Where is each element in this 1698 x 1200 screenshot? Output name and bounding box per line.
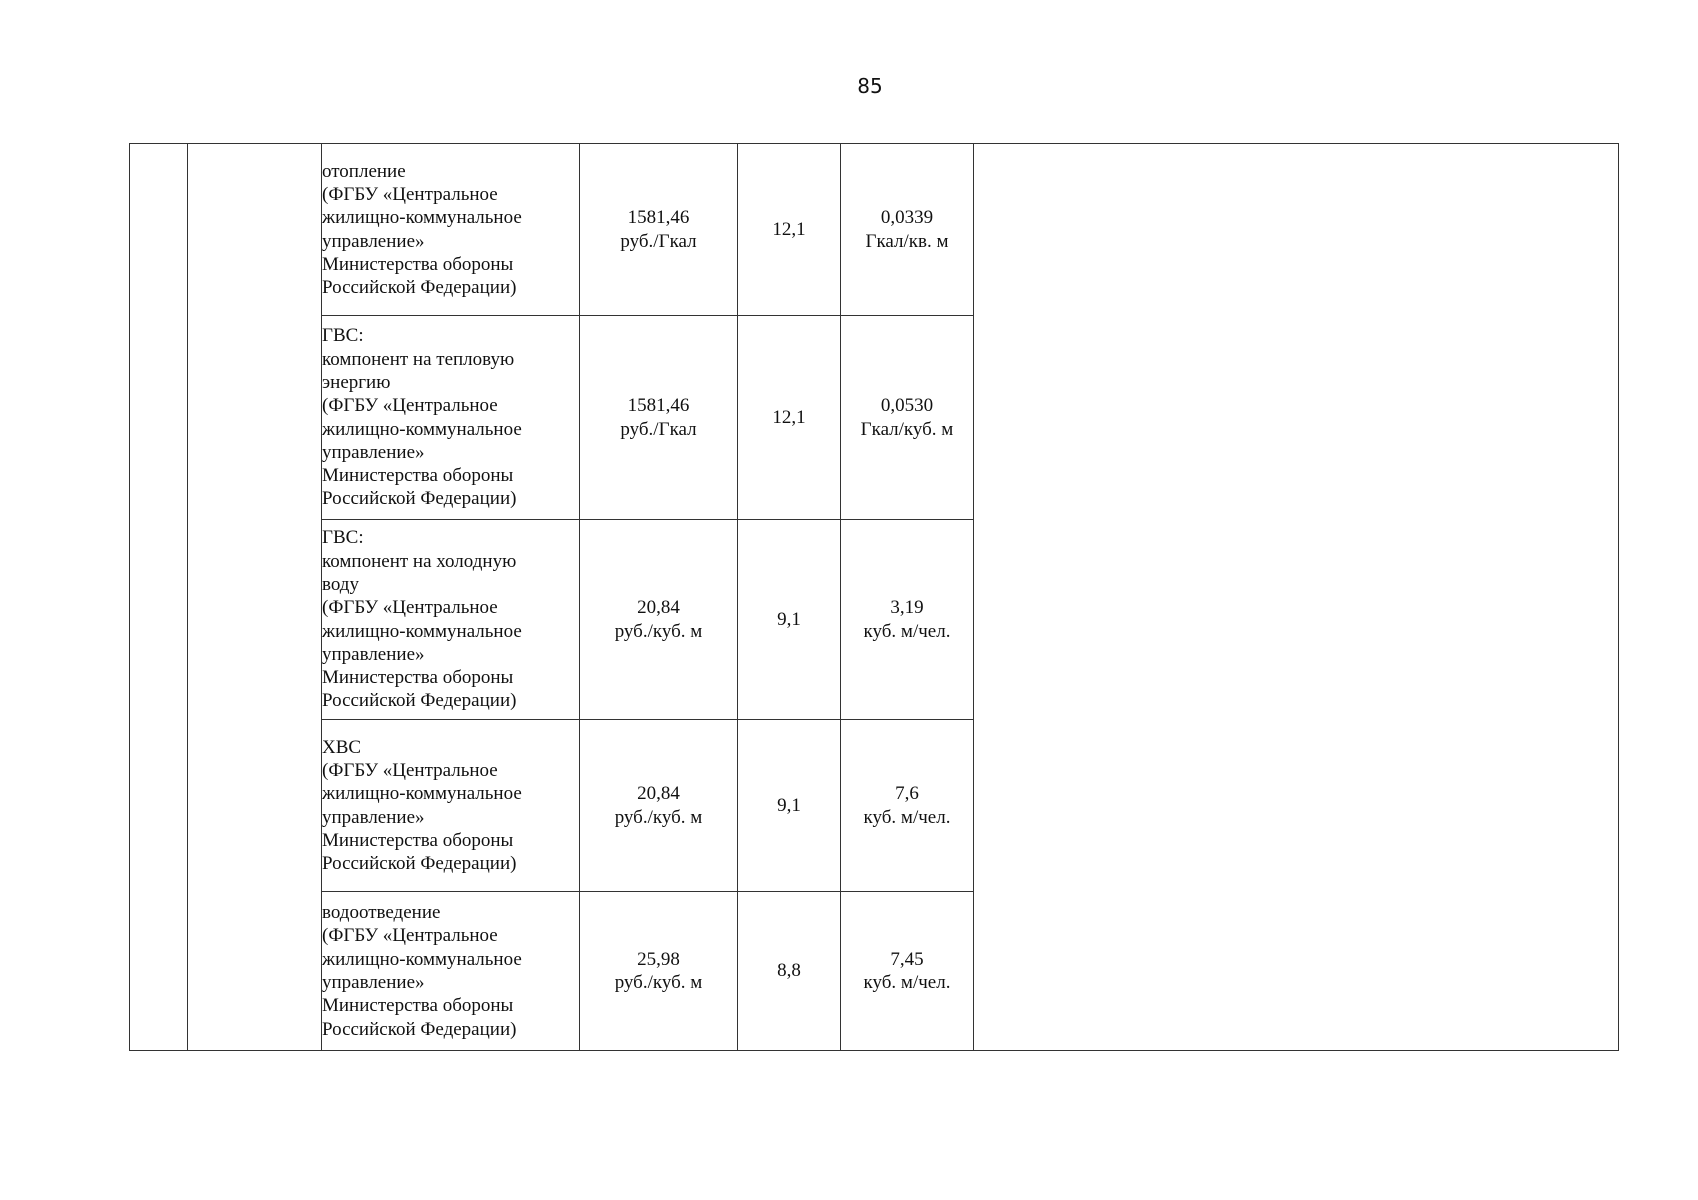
service-line: воду	[322, 573, 359, 595]
rate-unit: руб./Гкал	[620, 230, 697, 252]
rate-value: 1581,46	[627, 207, 690, 229]
value-text: 9,1	[777, 608, 801, 630]
number-cell	[130, 144, 188, 1051]
value-cell	[738, 316, 841, 520]
norm-value: 3,19	[890, 597, 924, 619]
norm-unit: куб. м/чел.	[863, 806, 951, 828]
service-cell	[322, 520, 580, 720]
rate-unit: руб./куб. м	[614, 620, 703, 642]
norm-cell	[841, 520, 974, 720]
rate-unit: руб./Гкал	[620, 418, 697, 440]
rate-cell	[580, 316, 738, 520]
rate-cell	[580, 520, 738, 720]
service-line: ХВС	[322, 736, 362, 758]
service-line: Министерства обороны	[322, 253, 514, 275]
table-row	[130, 144, 1619, 316]
norm-value: 0,0339	[880, 207, 934, 229]
page-number: 85	[857, 74, 883, 98]
rate-value: 1581,46	[627, 395, 690, 417]
notes-cell	[974, 144, 1619, 1051]
norm-value: 0,0530	[880, 395, 934, 417]
service-line: Российской Федерации)	[322, 277, 517, 299]
service-line: Министерства обороны	[322, 465, 514, 487]
rate-value: 25,98	[637, 948, 680, 970]
service-line: управление»	[322, 806, 425, 828]
rate-unit: руб./куб. м	[614, 972, 703, 993]
rate-cell	[580, 720, 738, 892]
service-line: водоотведение	[322, 902, 441, 924]
value-cell	[738, 720, 841, 892]
norm-value: 7,6	[895, 783, 919, 805]
service-line: Российской Федерации)	[322, 690, 517, 712]
service-line: (ФГБУ «Центральное	[322, 925, 498, 947]
norm-cell	[841, 892, 974, 1051]
name-cell	[188, 144, 322, 1051]
service-line: (ФГБУ «Центральное	[322, 395, 498, 417]
service-line: Министерства обороны	[322, 995, 514, 1017]
norm-cell	[841, 720, 974, 892]
service-line: Министерства обороны	[322, 667, 514, 689]
norm-unit: куб. м/чел.	[863, 620, 951, 642]
value-text: 9,1	[777, 794, 801, 816]
service-cell	[322, 316, 580, 520]
service-line: Российской Федерации)	[322, 853, 517, 875]
service-line: управление»	[322, 643, 425, 665]
rate-cell	[580, 892, 738, 1051]
value-text: 8,8	[777, 960, 801, 982]
tariff-table	[129, 143, 1619, 1051]
norm-cell	[841, 144, 974, 316]
service-line: компонент на холодную	[322, 550, 517, 572]
service-cell	[322, 144, 580, 316]
service-cell	[322, 720, 580, 892]
service-line: (ФГБУ «Центральное	[322, 597, 498, 619]
value-cell	[738, 892, 841, 1051]
service-line: ГВС:	[322, 527, 364, 549]
service-line: отопление	[322, 160, 406, 182]
norm-unit: куб. м/чел.	[863, 972, 951, 993]
norm-unit: Гкал/кв. м	[865, 230, 949, 252]
service-line: управление»	[322, 972, 425, 993]
service-line: жилищно-коммунальное	[322, 418, 522, 440]
norm-value: 7,45	[890, 948, 924, 970]
service-line: (ФГБУ «Центральное	[322, 759, 498, 781]
value-cell	[738, 520, 841, 720]
service-line: жилищно-коммунальное	[322, 948, 522, 970]
service-line: ГВС:	[322, 325, 364, 347]
norm-unit: Гкал/куб. м	[860, 418, 954, 440]
service-line: (ФГБУ «Центральное	[322, 183, 498, 205]
service-cell	[322, 892, 580, 1051]
service-line: управление»	[322, 441, 425, 463]
service-line: жилищно-коммунальное	[322, 620, 522, 642]
service-line: управление»	[322, 230, 425, 252]
service-line: Российской Федерации)	[322, 488, 517, 510]
value-cell	[738, 144, 841, 316]
norm-cell	[841, 316, 974, 520]
service-line: компонент на тепловую	[322, 348, 515, 370]
rate-value: 20,84	[637, 783, 680, 805]
rate-value: 20,84	[637, 597, 680, 619]
value-text: 12,1	[772, 218, 806, 240]
service-line: Российской Федерации)	[322, 1018, 517, 1040]
rate-cell	[580, 144, 738, 316]
service-line: жилищно-коммунальное	[322, 207, 522, 229]
service-line: энергию	[322, 371, 391, 393]
service-line: жилищно-коммунальное	[322, 783, 522, 805]
service-line: Министерства обороны	[322, 829, 514, 851]
rate-unit: руб./куб. м	[614, 806, 703, 828]
value-text: 12,1	[772, 406, 806, 428]
